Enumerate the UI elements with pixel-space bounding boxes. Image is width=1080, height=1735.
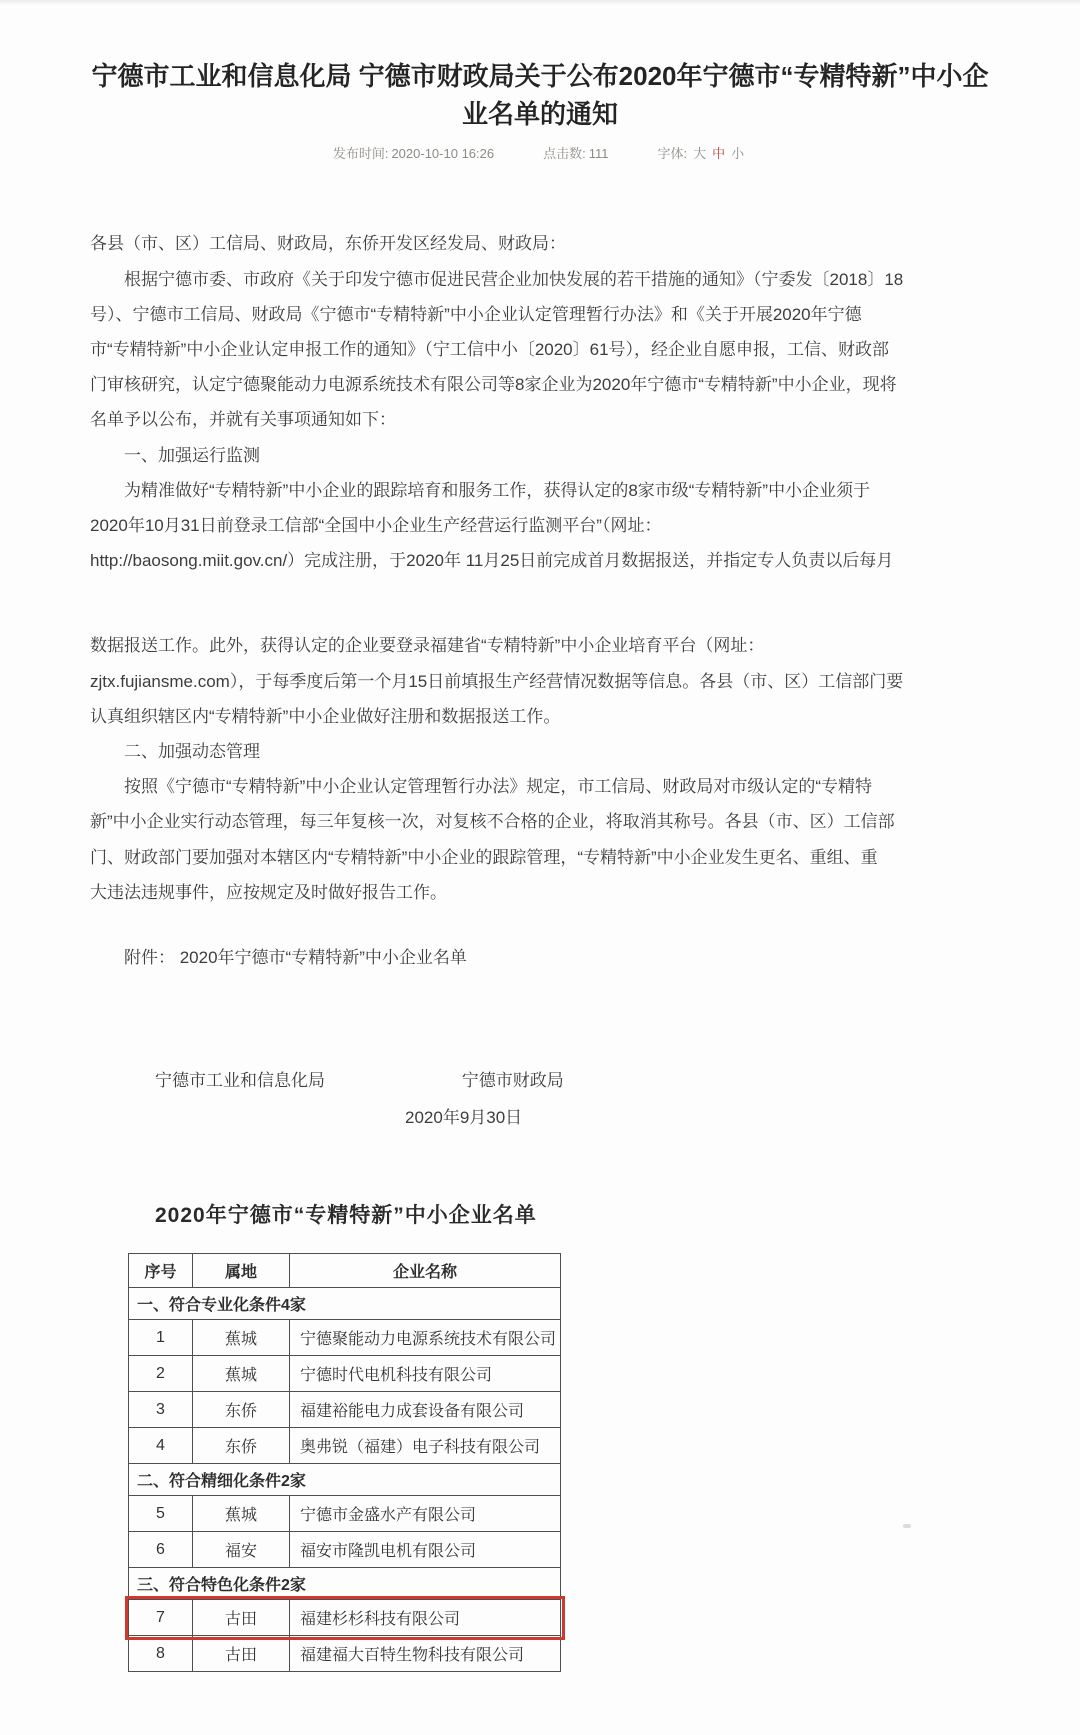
scan-artifact: [903, 1524, 911, 1528]
cell-seq: 5: [129, 1496, 193, 1532]
cell-seq: 4: [129, 1428, 193, 1464]
table-section-label: 二、符合精细化条件2家: [129, 1464, 561, 1496]
cell-location: 蕉城: [193, 1320, 290, 1356]
table-row-highlighted: [129, 1600, 561, 1636]
font-size-switcher: [658, 143, 748, 162]
column-header-seq: 序号: [129, 1254, 193, 1288]
cell-company: 宁德聚能动力电源系统技术有限公司: [290, 1320, 561, 1356]
body-line: 数据报送工作。此外，获得认定的企业要登录福建省“专精特新”中小企业培育平台（网址：: [90, 636, 765, 656]
table-section-label: 一、符合专业化条件4家: [129, 1288, 561, 1320]
body-line: 门审核研究，认定宁德聚能动力电源系统技术有限公司等8家企业为2020年宁德市“专精特新”中小企业，现将: [90, 375, 897, 395]
cell-location: 福安: [193, 1532, 290, 1568]
cell-location: 古田: [193, 1636, 290, 1672]
font-size-large-button[interactable]: 大: [693, 146, 707, 162]
table-row: [129, 1320, 561, 1356]
cell-location: 古田: [193, 1600, 290, 1636]
column-header-company: 企业名称: [290, 1254, 561, 1288]
page-top-edge: [0, 0, 1080, 5]
cell-seq: 8: [129, 1636, 193, 1672]
cell-location: 东侨: [193, 1392, 290, 1428]
body-line: 名单予以公布，并就有关事项通知如下：: [90, 410, 396, 430]
signature-date: 2020年9月30日: [405, 1108, 523, 1128]
meta-bar: [0, 143, 1080, 162]
table-row: [129, 1392, 561, 1428]
table-section-row: [129, 1288, 561, 1320]
font-size-label: 字体:: [657, 146, 688, 162]
font-size-medium-button[interactable]: 中: [712, 146, 726, 162]
table-section-label: 三、符合特色化条件2家: [129, 1568, 561, 1600]
cell-company: 福建福大百特生物科技有限公司: [290, 1636, 561, 1672]
body-line: 号）、宁德市工信局、财政局《宁德市“专精特新”中小企业认定管理暂行办法》和《关于开展2020年宁德: [90, 304, 862, 324]
cell-location: 蕉城: [193, 1356, 290, 1392]
cell-company: 福安市隆凯电机有限公司: [290, 1532, 561, 1568]
cell-location: 东侨: [193, 1428, 290, 1464]
body-line: 为精准做好“专精特新”中小企业的跟踪培育和服务工作，获得认定的8家市级“专精特新”中小企业须于: [124, 480, 871, 500]
cell-seq: 1: [129, 1320, 193, 1356]
body-line: zjtx.fujiansme.com），于每季度后第一个月15日前填报生产经营情况数据等信息。各县（市、区）工信部门要: [90, 671, 904, 691]
cell-seq: 3: [129, 1392, 193, 1428]
table-section-row: [129, 1464, 561, 1496]
font-size-small-button[interactable]: 小: [731, 146, 745, 162]
signature-org-right: 宁德市财政局: [461, 1071, 564, 1091]
publish-time-value: 2020-10-10 16:26: [391, 146, 495, 162]
table-section-row: [129, 1568, 561, 1600]
table-row: [129, 1356, 561, 1392]
body-line: 认真组织辖区内“专精特新”中小企业做好注册和数据报送工作。: [90, 706, 561, 726]
signature-org-left: 宁德市工业和信息化局: [155, 1071, 325, 1091]
body-line: http://baosong.miit.gov.cn/）完成注册，于2020年 11月25日前完成首月数据报送，并指定专人负责以后每月: [90, 551, 894, 571]
click-count: [543, 143, 611, 162]
table-row: [129, 1428, 561, 1464]
company-table: [128, 1253, 561, 1672]
attachment-table-title: 2020年宁德市“专精特新”中小企业名单: [155, 1204, 537, 1228]
body-line: 根据宁德市委、市政府《关于印发宁德市促进民营企业加快发展的若干措施的通知》（宁委发〔2018〕18: [124, 269, 904, 289]
body-line: 新”中小企业实行动态管理，每三年复核一次，对复核不合格的企业，将取消其称号。各县（市、区）工信部: [90, 812, 895, 832]
cell-company: 福建杉杉科技有限公司: [290, 1600, 561, 1636]
cell-company: 奥弗锐（福建）电子科技有限公司: [290, 1428, 561, 1464]
cell-location: 蕉城: [193, 1496, 290, 1532]
click-count-label: 点击数:: [543, 146, 586, 162]
body-line: 各县（市、区）工信局、财政局，东侨开发区经发局、财政局：: [90, 234, 566, 254]
table-row: [129, 1636, 561, 1672]
body-section-heading: 一、加强运行监测: [124, 445, 260, 465]
signature-block: [155, 1063, 1080, 1098]
publish-time-label: 发布时间:: [332, 146, 389, 162]
table-header-row: [129, 1254, 561, 1288]
attachment-note: 附件： 2020年宁德市“专精特新”中小企业名单: [124, 948, 467, 968]
cell-seq: 7: [129, 1600, 193, 1636]
cell-seq: 6: [129, 1532, 193, 1568]
page-title: 宁德市工业和信息化局 宁德市财政局关于公布2020年宁德市“专精特新”中小企业名单的通知: [91, 61, 989, 129]
click-count-value: 111: [588, 146, 609, 162]
cell-company: 福建裕能电力成套设备有限公司: [290, 1392, 561, 1428]
table-row: [129, 1496, 561, 1532]
body-line: 2020年10月31日前登录工信部“全国中小企业生产经营运行监测平台”（网址：: [90, 516, 662, 535]
publish-time: [333, 143, 497, 162]
body-line: 大违法违规事件，应按规定及时做好报告工作。: [90, 882, 447, 902]
body-line: 市“专精特新”中小企业认定申报工作的通知》（宁工信中小〔2020〕61号），经企业自愿申报，工信、财政部: [90, 339, 890, 359]
notice-body: [90, 226, 990, 910]
table-row: [129, 1532, 561, 1568]
cell-company: 宁德时代电机科技有限公司: [290, 1356, 561, 1392]
body-line: 按照《宁德市“专精特新”中小企业认定管理暂行办法》规定，市工信局、财政局对市级认定的“专精特: [124, 777, 872, 797]
column-header-location: 属地: [193, 1254, 290, 1288]
body-section-heading: 二、加强动态管理: [124, 742, 260, 762]
cell-seq: 2: [129, 1356, 193, 1392]
cell-company: 宁德市金盛水产有限公司: [290, 1496, 561, 1532]
body-line: 门、财政部门要加强对本辖区内“专精特新”中小企业的跟踪管理，“专精特新”中小企业发生更名、重组、重: [90, 847, 878, 867]
